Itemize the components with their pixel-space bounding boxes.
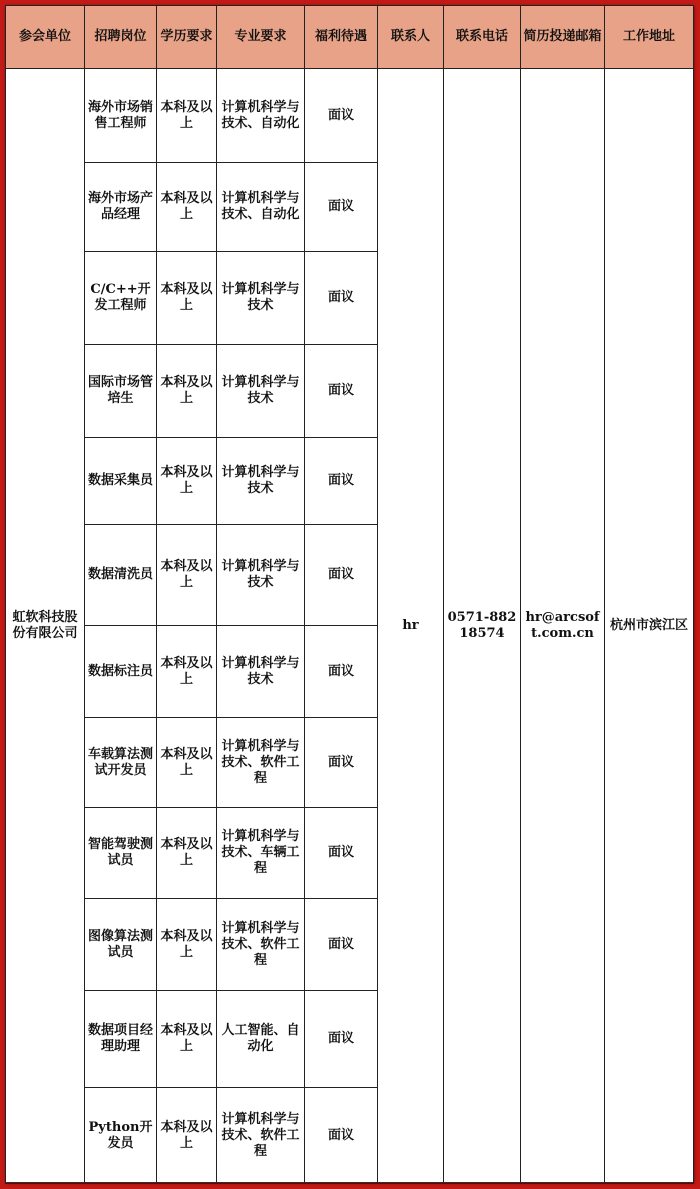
- header-company: 参会单位: [6, 6, 85, 69]
- header-contact: 联系人: [378, 6, 444, 69]
- benefits-cell: 面议: [305, 1088, 378, 1184]
- position-cell: 数据采集员: [85, 438, 157, 525]
- major-cell: 计算机科学与技术: [217, 252, 305, 345]
- position-cell: C/C++开发工程师: [85, 252, 157, 345]
- education-cell: 本科及以上: [157, 626, 217, 718]
- major-cell: 计算机科学与技术: [217, 525, 305, 626]
- header-address: 工作地址: [605, 6, 694, 69]
- major-cell: 计算机科学与技术、软件工程: [217, 1088, 305, 1184]
- header-row: [6, 6, 694, 69]
- benefits-cell: 面议: [305, 991, 378, 1088]
- education-cell: 本科及以上: [157, 163, 217, 252]
- position-cell: 海外市场产品经理: [85, 163, 157, 252]
- education-cell: 本科及以上: [157, 718, 217, 808]
- header-phone: 联系电话: [444, 6, 521, 69]
- recruitment-table: [5, 5, 694, 1184]
- position-cell: 数据项目经理助理: [85, 991, 157, 1088]
- header-email: 简历投递邮箱: [521, 6, 605, 69]
- benefits-cell: 面议: [305, 718, 378, 808]
- benefits-cell: 面议: [305, 525, 378, 626]
- major-cell: 计算机科学与技术、软件工程: [217, 718, 305, 808]
- benefits-cell: 面议: [305, 252, 378, 345]
- education-cell: 本科及以上: [157, 991, 217, 1088]
- major-cell: 计算机科学与技术: [217, 345, 305, 438]
- benefits-cell: 面议: [305, 808, 378, 899]
- position-cell: 图像算法测试员: [85, 899, 157, 991]
- benefits-cell: 面议: [305, 626, 378, 718]
- position-cell: 海外市场销售工程师: [85, 69, 157, 163]
- benefits-cell: 面议: [305, 345, 378, 438]
- education-cell: 本科及以上: [157, 899, 217, 991]
- recruitment-table-frame: [5, 5, 693, 1182]
- header-position: 招聘岗位: [85, 6, 157, 69]
- benefits-cell: 面议: [305, 899, 378, 991]
- header-benefits: 福利待遇: [305, 6, 378, 69]
- education-cell: 本科及以上: [157, 252, 217, 345]
- major-cell: 计算机科学与技术、车辆工程: [217, 808, 305, 899]
- header-major: 专业要求: [217, 6, 305, 69]
- education-cell: 本科及以上: [157, 345, 217, 438]
- major-cell: 计算机科学与技术: [217, 438, 305, 525]
- contact-person: hr: [378, 69, 444, 1184]
- company-name: 虹软科技股份有限公司: [6, 69, 85, 1184]
- major-cell: 计算机科学与技术、软件工程: [217, 899, 305, 991]
- benefits-cell: 面议: [305, 438, 378, 525]
- major-cell: 计算机科学与技术: [217, 626, 305, 718]
- table-row: [6, 69, 694, 163]
- position-cell: Python开发员: [85, 1088, 157, 1184]
- resume-email: hr@arcsoft.com.cn: [521, 69, 605, 1184]
- education-cell: 本科及以上: [157, 525, 217, 626]
- education-cell: 本科及以上: [157, 808, 217, 899]
- position-cell: 国际市场管培生: [85, 345, 157, 438]
- benefits-cell: 面议: [305, 69, 378, 163]
- work-address: 杭州市滨江区: [605, 69, 694, 1184]
- contact-phone: 0571-88218574: [444, 69, 521, 1184]
- position-cell: 数据标注员: [85, 626, 157, 718]
- position-cell: 数据清洗员: [85, 525, 157, 626]
- position-cell: 车载算法测试开发员: [85, 718, 157, 808]
- benefits-cell: 面议: [305, 163, 378, 252]
- major-cell: 计算机科学与技术、自动化: [217, 69, 305, 163]
- header-education: 学历要求: [157, 6, 217, 69]
- education-cell: 本科及以上: [157, 1088, 217, 1184]
- education-cell: 本科及以上: [157, 69, 217, 163]
- major-cell: 计算机科学与技术、自动化: [217, 163, 305, 252]
- education-cell: 本科及以上: [157, 438, 217, 525]
- position-cell: 智能驾驶测试员: [85, 808, 157, 899]
- major-cell: 人工智能、自动化: [217, 991, 305, 1088]
